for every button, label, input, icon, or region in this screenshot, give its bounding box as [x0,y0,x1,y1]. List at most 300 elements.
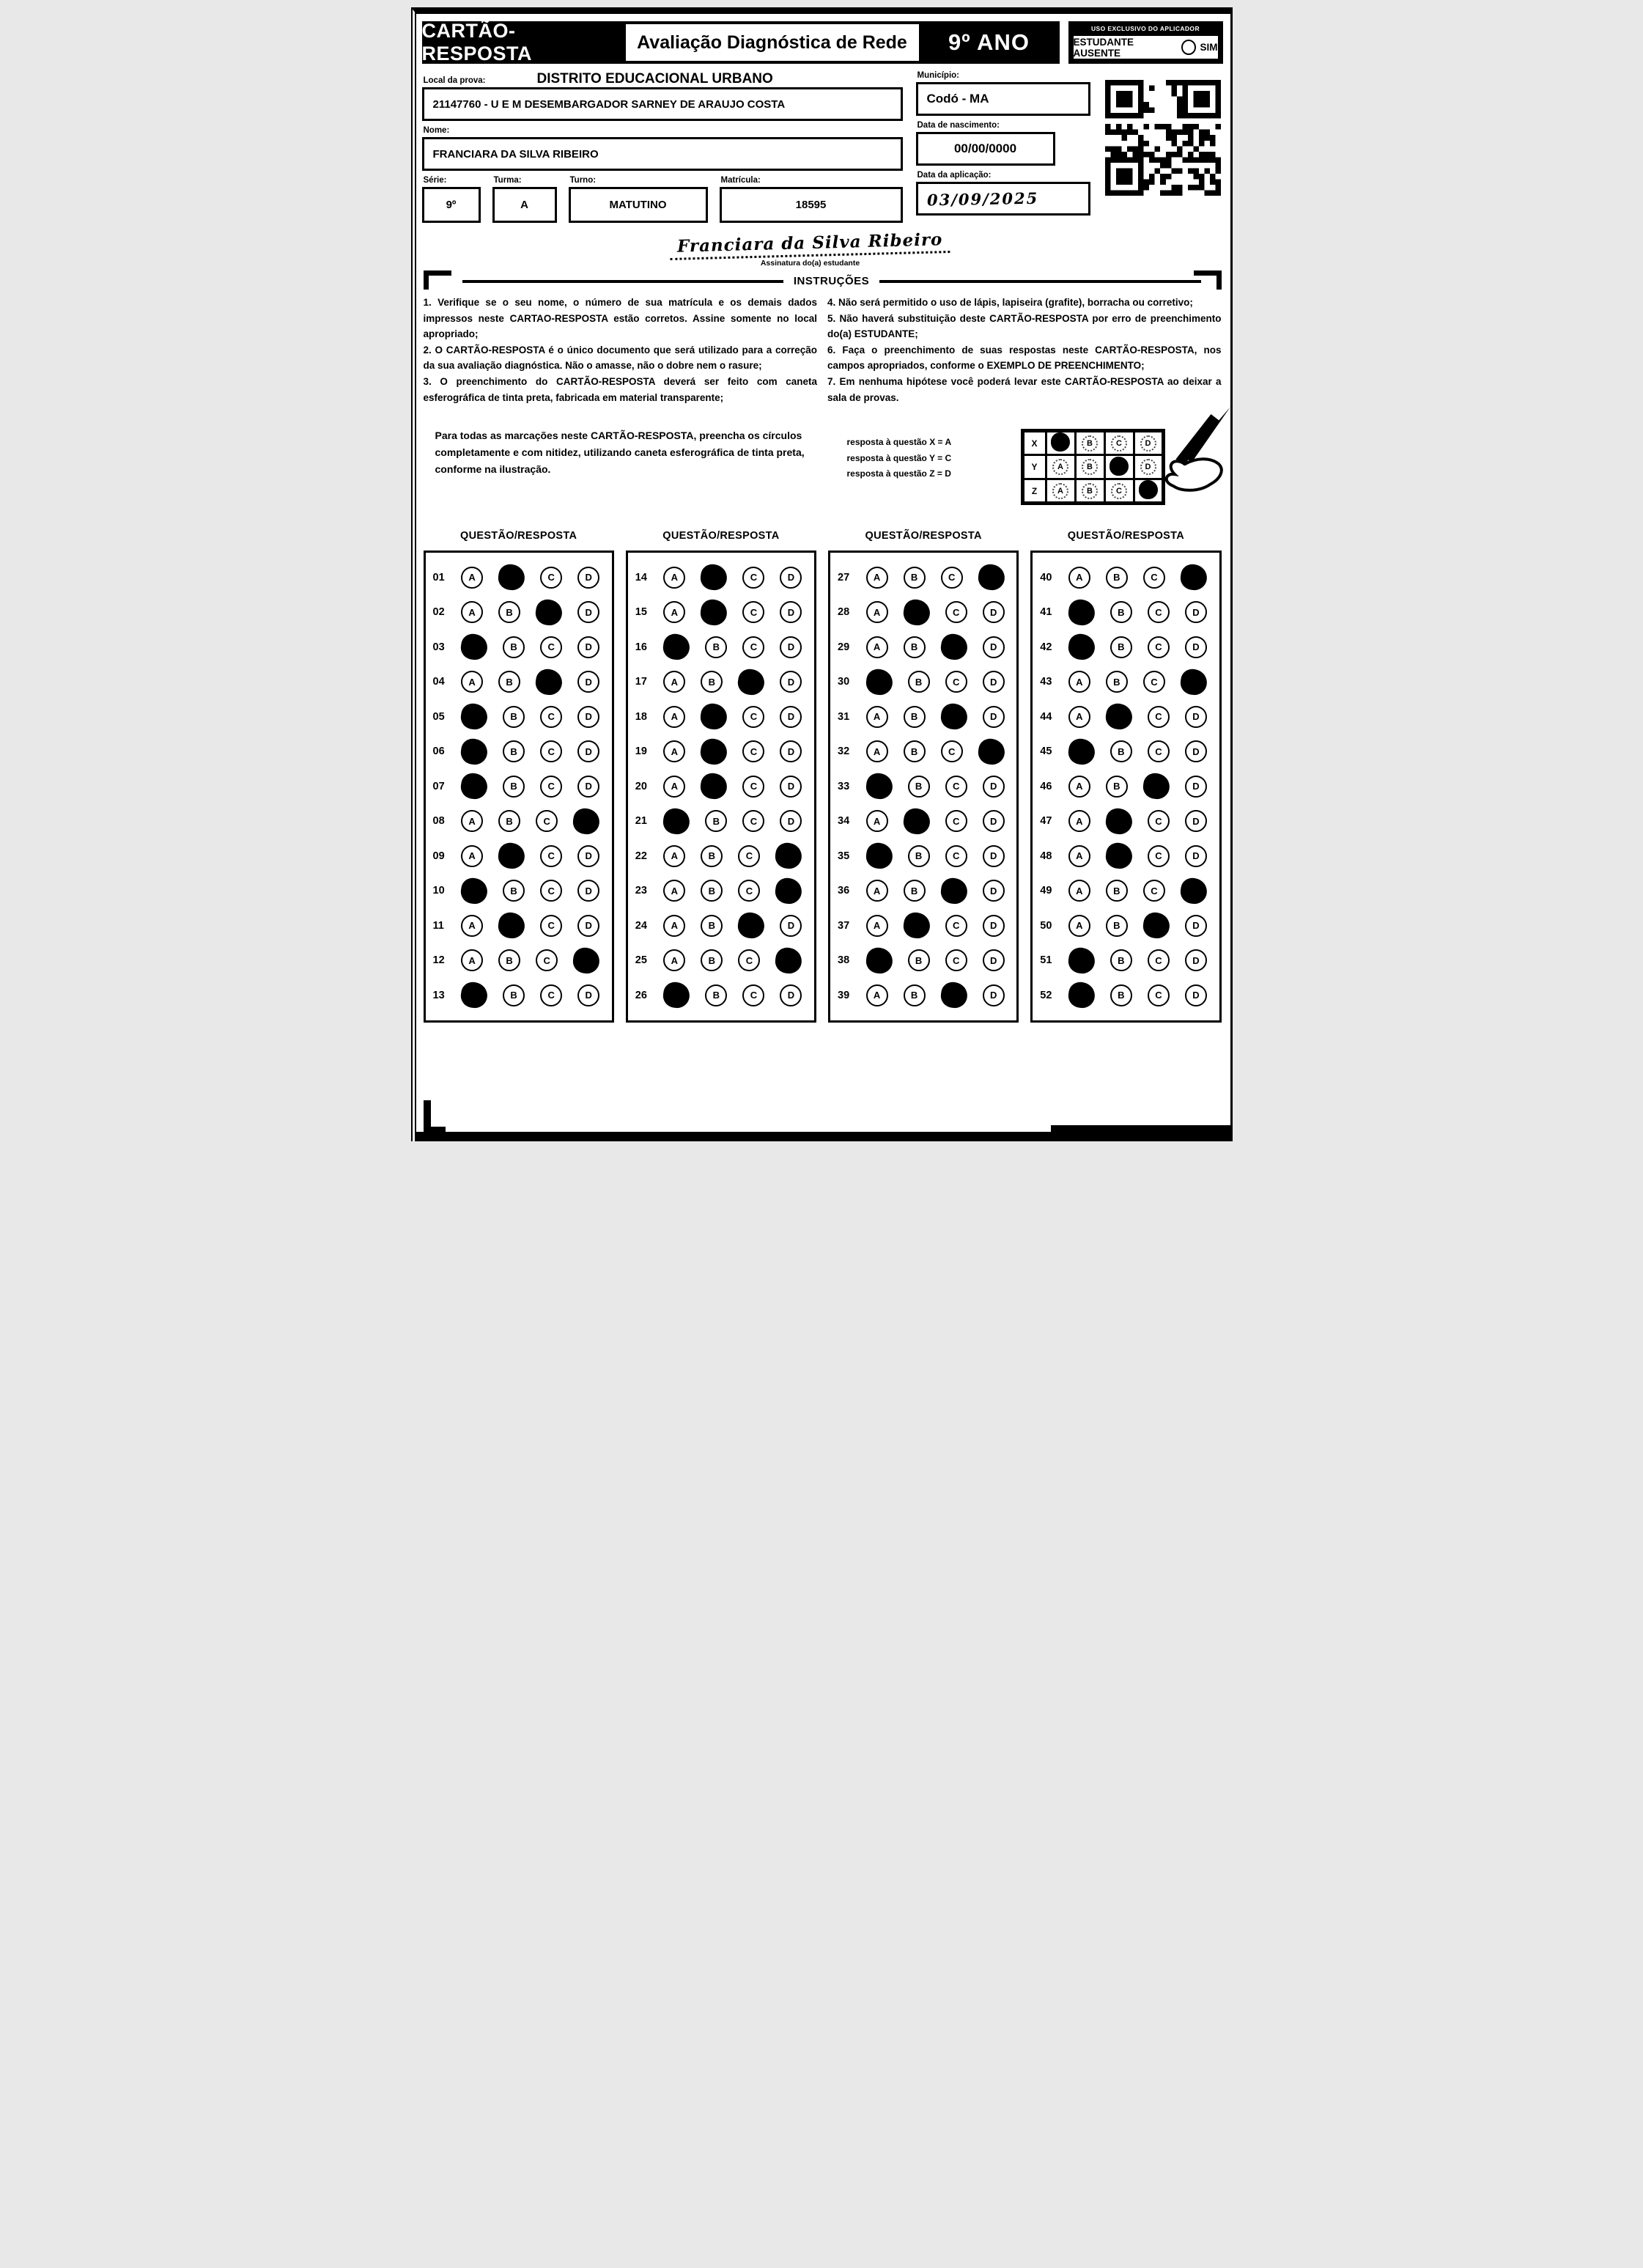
bubble-option-c[interactable]: C [540,740,562,762]
answer-row [833,734,1012,770]
divider-line [462,280,783,283]
bubble-option-a-filled[interactable] [864,668,894,697]
question-number: 12 [432,954,445,967]
bubble-option-b-filled[interactable] [699,737,729,767]
bubble-option-b[interactable]: B [904,880,926,902]
bubble-option-b[interactable]: B [705,984,727,1006]
bubble-option-c[interactable]: C [742,740,764,762]
bubble-option-d-filled[interactable] [572,946,602,976]
question-number: 29 [838,641,850,653]
bubble-option-c[interactable]: C [540,880,562,902]
bubble-option-b[interactable]: B [1110,984,1132,1006]
example-bubble-d: D [1140,435,1156,452]
bubble-option-a[interactable]: A [1068,845,1090,867]
bubble-option-c[interactable]: C [1148,636,1170,658]
bubble-option-d[interactable]: D [983,915,1005,937]
bubble-option-c[interactable]: C [742,776,764,798]
bubble-option-d[interactable]: D [1185,984,1207,1006]
bubble-option-c[interactable]: C [540,636,562,658]
bubble-option-b-filled[interactable] [901,911,931,940]
aplicacao-field[interactable] [916,182,1090,216]
bubble-option-c[interactable]: C [945,671,967,693]
bubble-option-b[interactable]: B [904,567,926,589]
municipio-field: Codó - MA [916,82,1090,116]
bubble-option-a[interactable]: A [866,601,888,623]
corner-mark-bottom-left [424,1100,446,1133]
bubble-option-a[interactable]: A [1068,776,1090,798]
bubble-option-b[interactable]: B [705,636,727,658]
bubble-option-a[interactable]: A [663,915,685,937]
bubble-option-a[interactable]: A [866,810,888,832]
local-label: Local da prova: [423,76,486,85]
bubble-option-a[interactable]: A [663,880,685,902]
bubble-option-b[interactable]: B [705,810,727,832]
answer-row [429,734,608,770]
bubble-option-b-filled[interactable] [901,598,931,627]
answer-row [1035,769,1214,804]
bubble-option-c[interactable]: C [1148,810,1170,832]
bubble-option-b-filled[interactable] [1104,702,1134,732]
answer-row [631,665,810,700]
bubble-option-b[interactable]: B [503,880,525,902]
answer-row [429,943,608,979]
bubble-option-d[interactable]: D [780,915,802,937]
bubble-option-a[interactable]: A [866,567,888,589]
turno-field: MATUTINO [569,187,708,223]
bubble-option-d[interactable]: D [577,706,599,728]
bubble-option-c-filled[interactable] [736,911,767,940]
turno-label: Turno: [569,176,597,185]
bubble-option-c[interactable]: C [738,949,760,971]
bubble-option-a[interactable]: A [1068,810,1090,832]
bubble-option-a[interactable]: A [461,601,483,623]
bubble-option-b-filled[interactable] [497,842,527,871]
example-cell [1104,479,1134,504]
bubble-option-b-filled[interactable] [497,911,527,940]
bubble-option-d[interactable]: D [1185,601,1207,623]
answer-grid-section [422,530,1223,1023]
bubble-option-a[interactable]: A [461,567,483,589]
question-number: 06 [432,745,445,758]
bubble-option-a[interactable]: A [461,915,483,937]
bubble-option-a-filled[interactable] [662,807,692,836]
instruction-item: 7. Em nenhuma hipótese você poderá levar este CARTÃO-RESPOSTA ao deixar a sala de provas. [827,375,1222,403]
bubble-option-c[interactable]: C [536,810,558,832]
bubble-option-c[interactable]: C [540,915,562,937]
answer-column-header: QUESTÃO/RESPOSTA [662,530,780,542]
bubble-option-b-filled[interactable] [699,598,729,627]
bubble-option-b[interactable]: B [701,949,723,971]
school-field: 21147760 - U E M DESEMBARGADOR SARNEY DE ARAUJO COSTA [422,87,903,121]
bubble-option-d[interactable]: D [577,671,599,693]
legend-line: resposta à questão Z = D [846,468,951,479]
bubble-option-c-filled[interactable] [534,668,564,697]
header [422,21,1223,64]
bubble-option-a[interactable]: A [866,706,888,728]
bubble-option-c[interactable]: C [540,984,562,1006]
bubble-option-c[interactable]: C [1148,845,1170,867]
bubble-option-c[interactable]: C [945,949,967,971]
bubble-option-b[interactable]: B [498,810,520,832]
bubble-option-d[interactable]: D [983,636,1005,658]
bubble-option-d[interactable]: D [1185,949,1207,971]
bubble-option-c[interactable]: C [540,706,562,728]
bubble-option-c[interactable]: C [1148,949,1170,971]
bubble-option-a-filled[interactable] [1067,981,1097,1010]
bubble-option-b-filled[interactable] [1104,807,1134,836]
bubble-option-a-filled[interactable] [662,633,692,662]
bubble-option-d[interactable]: D [780,671,802,693]
bubble-option-d[interactable]: D [577,880,599,902]
bubble-option-d-filled[interactable] [774,842,804,871]
example-bubble-d-filled [1139,480,1158,499]
bubble-option-b[interactable]: B [701,845,723,867]
bubble-option-d-filled[interactable] [572,807,602,836]
instruction-item: 5. Não haverá substituição deste CARTÃO-RESPOSTA por erro de preenchimento do(a) ESTUDANTE; [827,312,1222,340]
bubble-option-b[interactable]: B [1110,636,1132,658]
answer-row [631,595,810,630]
bubble-option-b[interactable]: B [904,636,926,658]
question-number: 28 [838,606,850,619]
bubble-option-b[interactable]: B [498,671,520,693]
bubble-option-b[interactable]: B [1106,915,1128,937]
ausente-bubble[interactable] [1181,40,1196,55]
bubble-option-c[interactable]: C [941,567,963,589]
answer-row [429,839,608,874]
answer-row [1035,699,1214,734]
bubble-option-a-filled[interactable] [459,737,490,767]
example-bubble-a: A [1052,459,1068,475]
bubble-option-b[interactable]: B [701,880,723,902]
question-number: 32 [838,745,850,758]
bubble-option-a[interactable]: A [663,740,685,762]
bubble-option-c-filled[interactable] [939,702,969,732]
bubble-option-d[interactable]: D [983,845,1005,867]
bubble-option-c[interactable]: C [1143,880,1165,902]
bubble-option-b[interactable]: B [503,776,525,798]
serie-field: 9º [422,187,481,223]
turma-label: Turma: [493,176,522,185]
question-number: 30 [838,676,850,688]
question-number: 49 [1040,885,1052,897]
bubble-option-a[interactable]: A [866,636,888,658]
bubble-option-a[interactable]: A [1068,671,1090,693]
bubble-option-d[interactable]: D [1185,706,1207,728]
bubble-option-c[interactable]: C [742,601,764,623]
bubble-option-d-filled[interactable] [1179,668,1209,697]
bubble-option-b[interactable]: B [908,671,930,693]
bubble-option-d[interactable]: D [577,776,599,798]
bubble-option-a-filled[interactable] [864,946,894,976]
bubble-option-c-filled[interactable] [736,668,767,697]
bubble-option-c[interactable]: C [540,845,562,867]
bubble-option-a[interactable]: A [663,706,685,728]
bubble-option-c[interactable]: C [742,706,764,728]
bubble-option-d[interactable]: D [983,810,1005,832]
municipio-label: Município: [917,71,959,80]
bubble-option-c[interactable]: C [945,845,967,867]
bubble-option-b[interactable]: B [498,949,520,971]
question-number: 17 [635,676,647,688]
bubble-option-d-filled[interactable] [774,946,804,976]
bubble-option-d[interactable]: D [983,880,1005,902]
bubble-option-d[interactable]: D [1185,810,1207,832]
bubble-option-d[interactable]: D [577,601,599,623]
bubble-option-c-filled[interactable] [939,633,969,662]
question-number: 25 [635,954,647,967]
aplicacao-label: Data da aplicação: [917,171,992,180]
bubble-option-d-filled[interactable] [774,877,804,906]
answer-column-3 [828,530,1019,1023]
example-cell [1134,479,1163,504]
answer-row [429,978,608,1013]
answer-row [631,769,810,804]
bubble-option-a-filled[interactable] [459,702,490,732]
bubble-option-c[interactable]: C [945,601,967,623]
bubble-option-d[interactable]: D [577,567,599,589]
instruction-item: 4. Não será permitido o uso de lápis, lapiseira (grafite), borracha ou corretivo; [827,297,1193,308]
bubble-option-c-filled[interactable] [939,981,969,1010]
bubble-option-b[interactable]: B [1110,601,1132,623]
bubble-option-a[interactable]: A [1068,915,1090,937]
question-number: 27 [838,571,850,583]
bubble-option-d[interactable]: D [780,601,802,623]
divider-line [879,280,1200,283]
bubble-option-a[interactable]: A [663,949,685,971]
bubble-option-d[interactable]: D [780,776,802,798]
bubble-option-d[interactable]: D [780,636,802,658]
bubble-option-d[interactable]: D [1185,845,1207,867]
answer-row [1035,595,1214,630]
bubble-option-a-filled[interactable] [1067,633,1097,662]
example-cell [1134,455,1163,479]
bubble-option-a[interactable]: A [663,776,685,798]
bubble-option-d[interactable]: D [1185,636,1207,658]
bubble-option-b[interactable]: B [904,706,926,728]
bubble-option-b-filled[interactable] [1104,842,1134,871]
aplicador-label: USO EXCLUSIVO DO APLICADOR [1091,25,1200,32]
student-info-form [422,71,1223,223]
bubble-option-d[interactable]: D [983,671,1005,693]
bubble-option-d-filled[interactable] [1179,563,1209,592]
bubble-option-b[interactable]: B [1106,671,1128,693]
question-number: 14 [635,571,647,583]
bubble-option-b-filled[interactable] [699,772,729,801]
instructions-title: INSTRUÇÕES [793,275,870,287]
bubble-option-b[interactable]: B [904,984,926,1006]
signature-label: Assinatura do(a) estudante [760,259,860,268]
bubble-option-a[interactable]: A [663,567,685,589]
bubble-option-b-filled[interactable] [699,702,729,732]
aplicacao-handwritten-value: 03/09/2025 [926,188,1038,209]
bubble-option-b[interactable]: B [1106,567,1128,589]
example-bubble-a-filled [1051,432,1070,452]
bubble-option-a-filled[interactable] [459,772,490,801]
bubble-option-a[interactable]: A [663,601,685,623]
bubble-option-c[interactable]: C [742,810,764,832]
answer-row [833,908,1012,943]
bubble-option-a[interactable]: A [461,949,483,971]
bubble-option-d[interactable]: D [983,984,1005,1006]
bubble-option-a-filled[interactable] [662,981,692,1010]
bubble-option-a-filled[interactable] [864,772,894,801]
bubble-option-b[interactable]: B [1106,880,1128,902]
bubble-option-a[interactable]: A [461,671,483,693]
bubble-option-b[interactable]: B [908,845,930,867]
answer-column-4 [1030,530,1221,1023]
bubble-option-b[interactable]: B [503,740,525,762]
bubble-option-c[interactable]: C [1143,671,1165,693]
example-row-label: Y [1022,455,1046,479]
bubble-option-d[interactable]: D [780,567,802,589]
bubble-option-b[interactable]: B [503,984,525,1006]
instructions-left-column [424,295,818,405]
bubble-option-b-filled[interactable] [699,563,729,592]
bubble-option-a[interactable]: A [461,845,483,867]
bubble-option-d-filled[interactable] [976,737,1006,767]
bubble-option-b[interactable]: B [498,601,520,623]
bubble-option-b[interactable]: B [701,671,723,693]
answer-sheet-page [411,7,1233,1141]
bubble-option-c[interactable]: C [742,984,764,1006]
bubble-option-b[interactable]: B [1110,740,1132,762]
bubble-option-d[interactable]: D [780,706,802,728]
answer-row [833,699,1012,734]
bubble-option-d[interactable]: D [577,915,599,937]
bubble-option-a[interactable]: A [866,984,888,1006]
bubble-option-a-filled[interactable] [864,842,894,871]
bubble-option-c[interactable]: C [1148,984,1170,1006]
bubble-option-a-filled[interactable] [1067,598,1097,627]
bottom-edge-bar-right [1051,1125,1230,1141]
example-row-label: Z [1022,479,1046,504]
bubble-option-c[interactable]: C [1148,706,1170,728]
bubble-option-a[interactable]: A [866,915,888,937]
bubble-option-a[interactable]: A [1068,706,1090,728]
example-cell [1104,431,1134,455]
example-section [422,427,1223,505]
bubble-option-a[interactable]: A [663,671,685,693]
bubble-option-b[interactable]: B [908,949,930,971]
bubble-option-b[interactable]: B [1110,949,1132,971]
bubble-option-b[interactable]: B [701,915,723,937]
bubble-option-d[interactable]: D [577,740,599,762]
bubble-option-c-filled[interactable] [534,598,564,627]
bubble-option-c[interactable]: C [536,949,558,971]
answer-row [1035,734,1214,770]
instruction-item: 2. O CARTÃO-RESPOSTA é o único documento que será utilizado para a correção da sua avaliação diagnóstica. Não o amasse, não o dobre nem o rasure; [423,344,817,372]
bubble-option-a-filled[interactable] [1067,946,1097,976]
exam-subtitle: Avaliação Diagnóstica de Rede [626,21,919,64]
bubble-option-c-filled[interactable] [1142,911,1172,940]
bubble-option-a-filled[interactable] [459,981,490,1010]
bubble-option-c-filled[interactable] [1142,772,1172,801]
bubble-option-a-filled[interactable] [1067,737,1097,767]
example-grid [1021,429,1165,505]
bubble-option-b[interactable]: B [503,636,525,658]
bubble-option-c[interactable]: C [1143,567,1165,589]
bubble-option-d[interactable]: D [577,636,599,658]
bubble-option-b[interactable]: B [1106,776,1128,798]
example-cell [1104,455,1134,479]
bubble-option-a[interactable]: A [461,810,483,832]
question-number: 05 [432,710,445,723]
bubble-option-d[interactable]: D [1185,915,1207,937]
bubble-option-d[interactable]: D [780,810,802,832]
question-number: 03 [432,641,445,653]
bubble-option-d[interactable]: D [1185,776,1207,798]
bubble-option-a[interactable]: A [1068,880,1090,902]
answer-row [1035,908,1214,943]
answer-row [631,560,810,595]
bubble-option-c[interactable]: C [742,567,764,589]
question-number: 38 [838,954,850,967]
bubble-option-d[interactable]: D [577,845,599,867]
bubble-option-d[interactable]: D [1185,740,1207,762]
bubble-option-c[interactable]: C [742,636,764,658]
example-bubble-a: A [1052,483,1068,499]
example-bubble-b: B [1082,459,1098,475]
question-number: 35 [838,850,850,862]
nascimento-label: Data de nascimento: [917,121,1000,130]
bubble-option-a[interactable]: A [866,740,888,762]
bubble-option-d-filled[interactable] [976,563,1006,592]
bubble-option-a-filled[interactable] [459,877,490,906]
question-number: 23 [635,885,647,897]
question-number: 13 [432,989,445,1001]
example-bubble-d: D [1140,459,1156,475]
bubble-option-a[interactable]: A [663,845,685,867]
bubble-option-b[interactable]: B [908,776,930,798]
answer-row [631,908,810,943]
bubble-option-c[interactable]: C [941,740,963,762]
bubble-option-c-filled[interactable] [939,877,969,906]
bubble-option-c[interactable]: C [540,776,562,798]
bubble-option-c[interactable]: C [1148,740,1170,762]
question-number: 11 [432,919,444,932]
bubble-option-d[interactable]: D [577,984,599,1006]
bubble-option-a[interactable]: A [1068,567,1090,589]
serie-label: Série: [423,176,447,185]
bubble-option-d[interactable]: D [983,601,1005,623]
instruction-item: 3. O preenchimento do CARTÃO-RESPOSTA deverá ser feito com caneta esferográfica de tinta preta, fabricada em material transparente; [423,375,817,403]
bubble-option-c[interactable]: C [945,776,967,798]
bubble-option-d[interactable]: D [780,984,802,1006]
bubble-option-c[interactable]: C [738,845,760,867]
bubble-option-b[interactable]: B [503,706,525,728]
bubble-option-d-filled[interactable] [1179,877,1209,906]
bubble-option-c[interactable]: C [540,567,562,589]
bubble-option-c[interactable]: C [945,810,967,832]
answer-row [1035,839,1214,874]
bubble-option-d[interactable]: D [983,776,1005,798]
bubble-option-d[interactable]: D [983,949,1005,971]
bubble-option-b-filled[interactable] [901,807,931,836]
bubble-option-d[interactable]: D [983,706,1005,728]
bubble-option-c[interactable]: C [1148,601,1170,623]
bubble-option-a-filled[interactable] [459,633,490,662]
bubble-option-a[interactable]: A [866,880,888,902]
bubble-option-d[interactable]: D [780,740,802,762]
bubble-option-c[interactable]: C [945,915,967,937]
example-cell [1046,455,1075,479]
bubble-option-c[interactable]: C [738,880,760,902]
bubble-option-b[interactable]: B [904,740,926,762]
example-row [1022,479,1163,504]
signature-area[interactable] [635,229,986,268]
bubble-option-b-filled[interactable] [497,563,527,592]
answer-row [429,699,608,734]
